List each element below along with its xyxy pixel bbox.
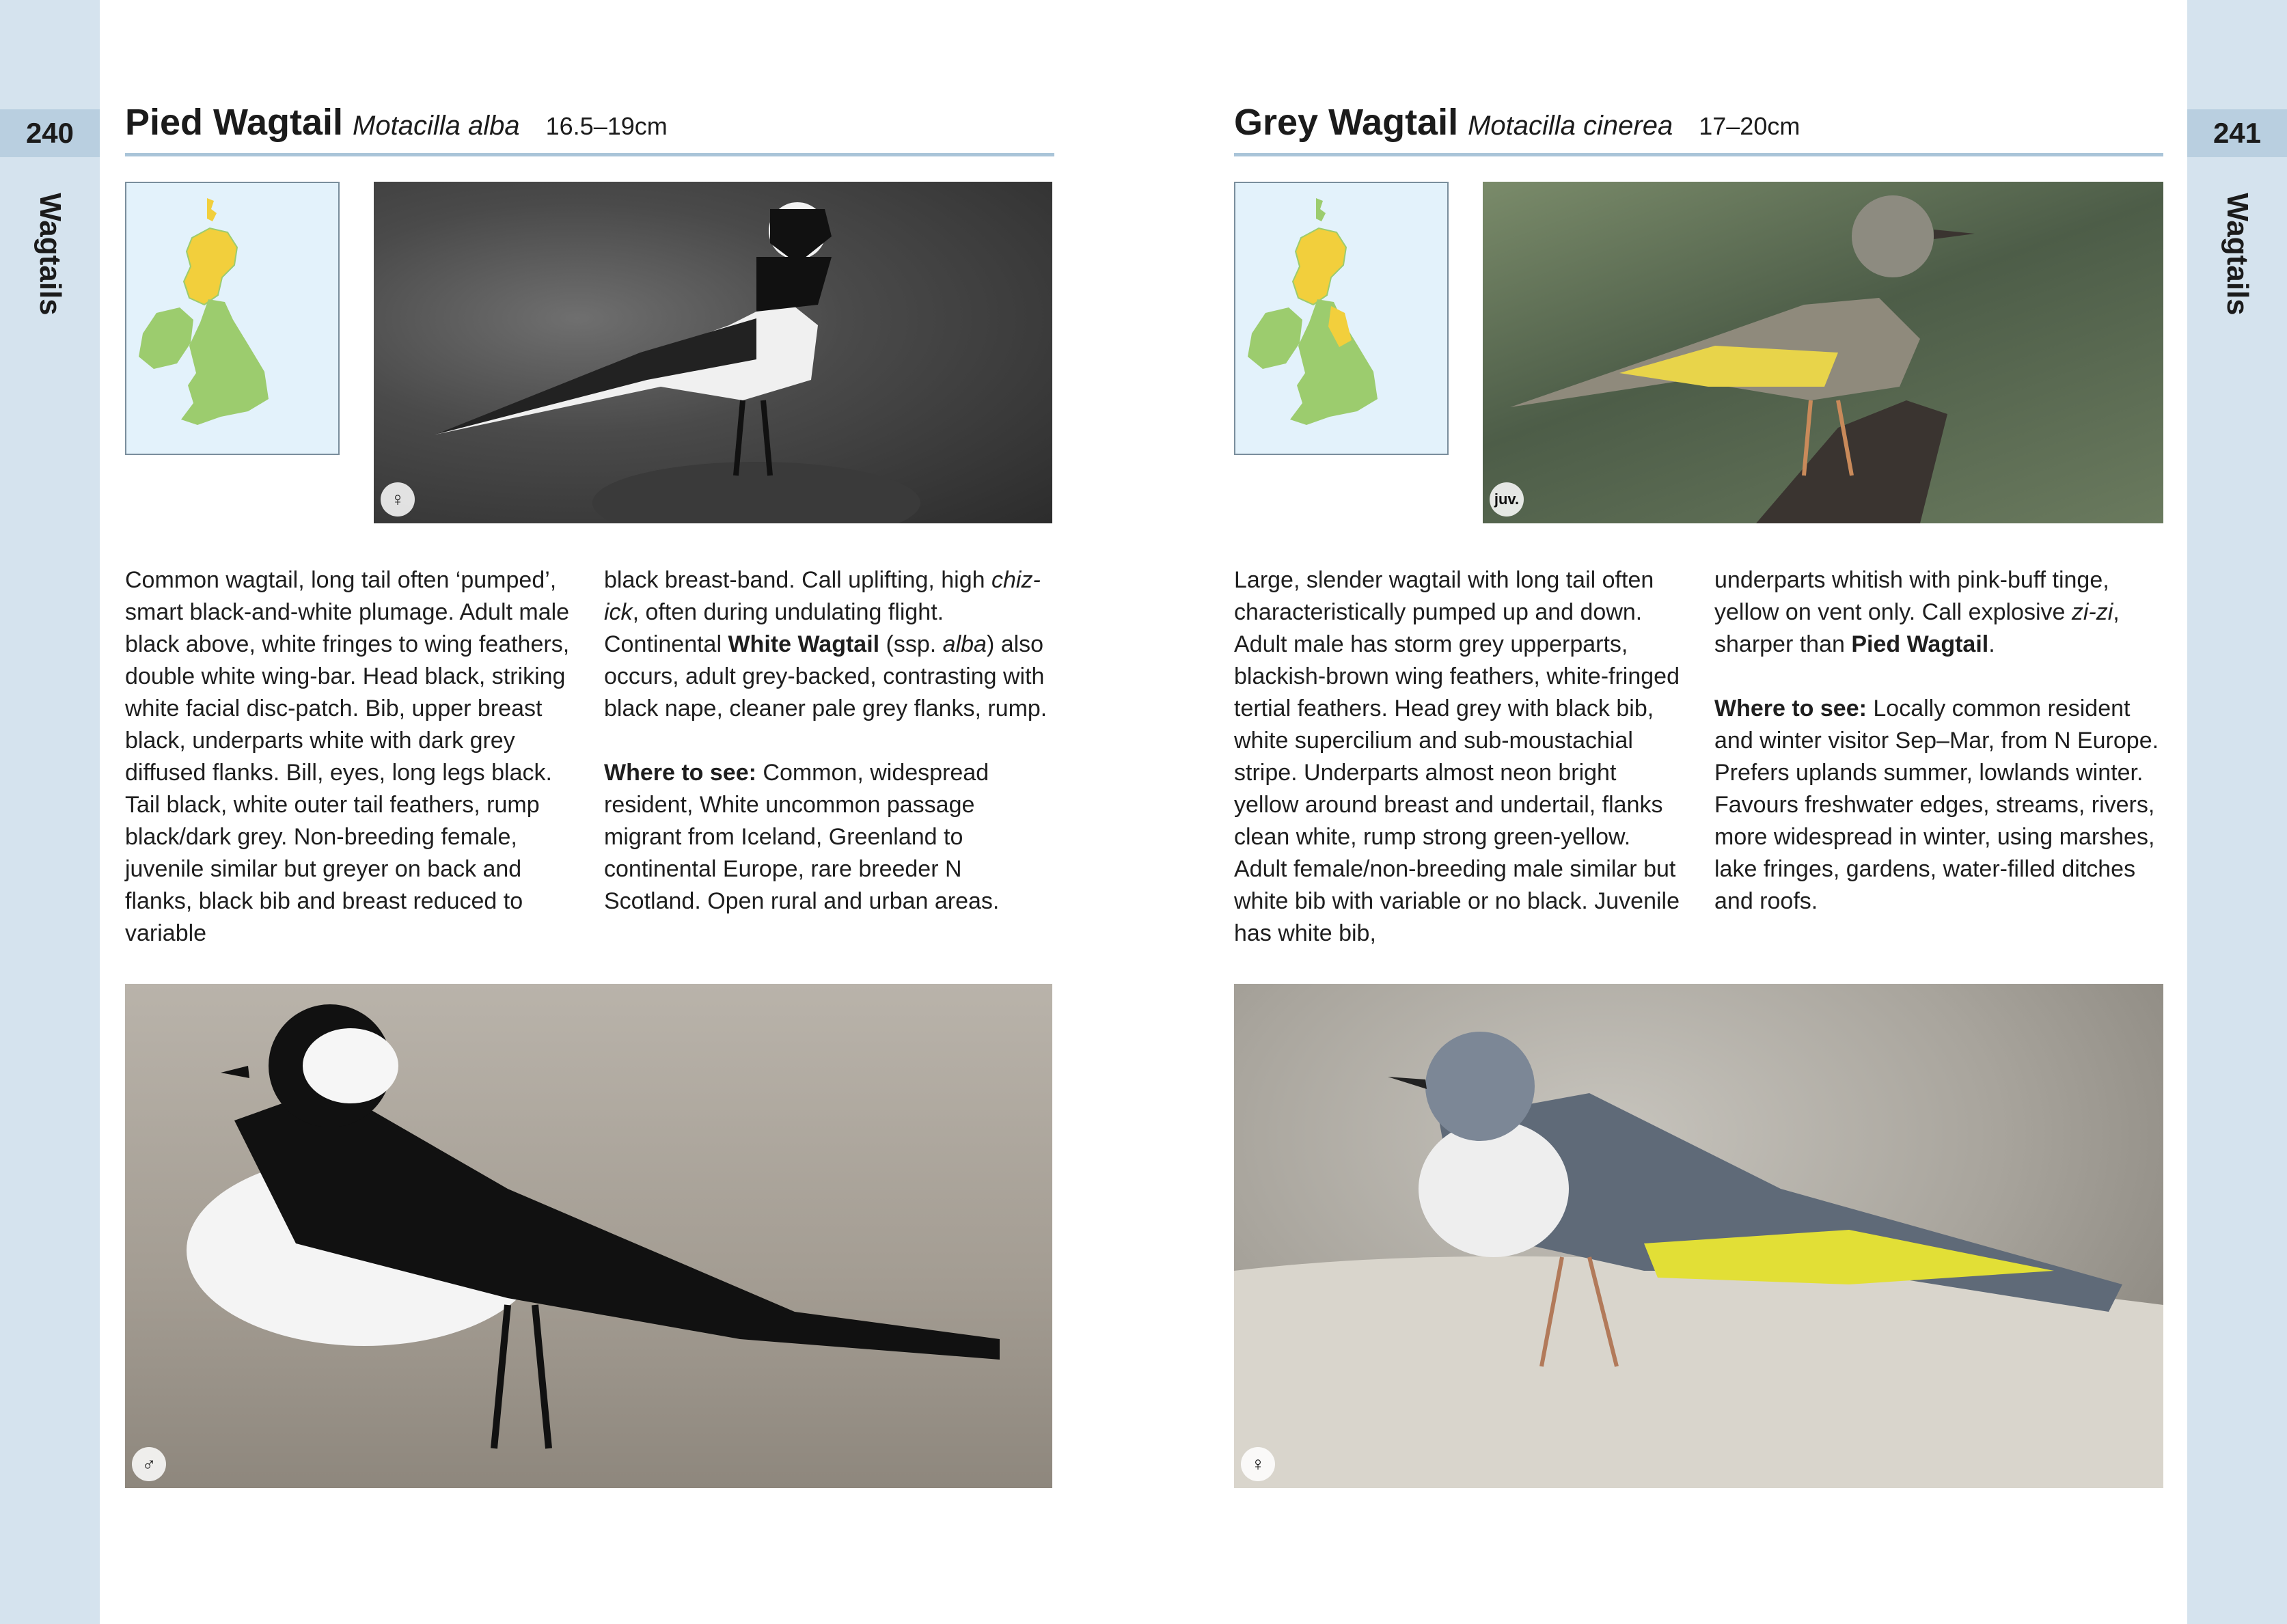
common-name: Grey Wagtail	[1234, 102, 1459, 143]
bird-illustration-icon	[1483, 182, 2163, 523]
call-text: chiz-ick	[604, 567, 1041, 625]
description-col1-left	[125, 564, 576, 982]
species-reference: Pied Wagtail	[1851, 631, 1989, 657]
uk-map-icon	[126, 183, 338, 454]
distribution-map-right	[1234, 182, 1449, 455]
where-to-see	[604, 757, 1055, 918]
size-range: 17–20cm	[1699, 112, 1800, 140]
subspecies-name: alba	[942, 631, 987, 657]
text-run: .	[1988, 631, 1995, 657]
photo-top-right	[1483, 182, 2163, 523]
where-to-see-text: Common, widespread resident, White uncommon passage migrant from Iceland, Greenland to continental Europe, rare breeder N Scotland. Open rural and urban areas.	[604, 760, 1000, 914]
where-to-see-label: Where to see:	[604, 760, 756, 786]
page-number-left: 240	[0, 109, 100, 157]
section-tab-right	[2187, 179, 2287, 329]
section-tab-right-label: Wagtails	[2221, 193, 2254, 316]
description-col1-right	[1234, 564, 1685, 982]
bird-illustration-icon	[1234, 984, 2163, 1488]
scientific-name: Motacilla cinerea	[1468, 111, 1673, 141]
photo-bottom-left	[125, 984, 1052, 1488]
uk-map-icon	[1235, 183, 1447, 454]
description-paragraph: Common wagtail, long tail often ‘pumped’, smart black-and-white plumage. Adult male black above, white fringes to wing feathers, double white wing-bar. Head black, striking white facial disc-patch. Bib, upper breast black, underparts white with dark grey diffused flanks. Bill, eyes, long legs black. Tail black, white outer tail feathers, rump black/dark grey. Non-breeding female, juvenile similar but greyer on back and flanks, black bib and breast reduced to variable	[125, 567, 570, 946]
section-tab-left	[0, 179, 100, 329]
section-tab-left-label: Wagtails	[33, 193, 67, 316]
text-run: , sharper than	[1714, 599, 2120, 657]
text-run: , often during undulating flight. Continental	[604, 599, 944, 657]
where-to-see-label: Where to see:	[1714, 696, 1867, 721]
scientific-name: Motacilla alba	[353, 111, 520, 141]
size-range: 16.5–19cm	[545, 112, 668, 140]
photo-bottom-right	[1234, 984, 2163, 1488]
bird-illustration-icon	[125, 984, 1052, 1488]
description-paragraph-2	[1714, 564, 2165, 661]
description-col2-right	[1714, 564, 2165, 950]
description-paragraph: Large, slender wagtail with long tail often characteristically pumped up and down. Adult male has storm grey upperparts, blackish-brown wing feathers, white-fringed tertial feathers. Head grey with black bib, white supercilium and sub-moustachial stripe. Underparts almost neon bright yellow around breast and undertail, flanks clean white, rump strong green-yellow. Adult female/non-breeding male similar but white bib with variable or no black. Juvenile has white bib,	[1234, 567, 1680, 946]
photo-top-left	[374, 182, 1052, 523]
bird-illustration-icon	[374, 182, 1052, 523]
description-paragraph-2	[604, 564, 1055, 725]
page-number-right: 241	[2187, 109, 2287, 157]
species-header-right	[1234, 101, 2163, 156]
text-run: (ssp.	[879, 631, 943, 657]
text-run: ) also occurs, adult grey-backed, contrasting with black nape, cleaner pale grey flanks, rump.	[604, 631, 1047, 721]
age-badge: juv.	[1490, 482, 1524, 517]
distribution-map-left	[125, 182, 340, 455]
species-reference: White Wagtail	[728, 631, 880, 657]
description-col2-left	[604, 564, 1055, 950]
sex-badge: ♀	[381, 482, 415, 517]
text-run: black breast-band. Call uplifting, high	[604, 567, 991, 593]
common-name: Pied Wagtail	[125, 102, 344, 143]
where-to-see	[1714, 693, 2165, 918]
sex-badge: ♂	[132, 1447, 166, 1481]
where-to-see-text: Locally common resident and winter visitor Sep–Mar, from N Europe. Prefers uplands summer, lowlands winter. Favours freshwater edges, streams, rivers, more widespread in winter, using marshes, lake fringes, gardens, water-filled ditches and roofs.	[1714, 696, 2159, 914]
call-text: zi-zi	[2071, 599, 2113, 625]
sex-badge: ♀	[1241, 1447, 1275, 1481]
text-run: underparts whitish with pink-buff tinge, yellow on vent only. Call explosive	[1714, 567, 2109, 625]
species-header-left	[125, 101, 1054, 156]
